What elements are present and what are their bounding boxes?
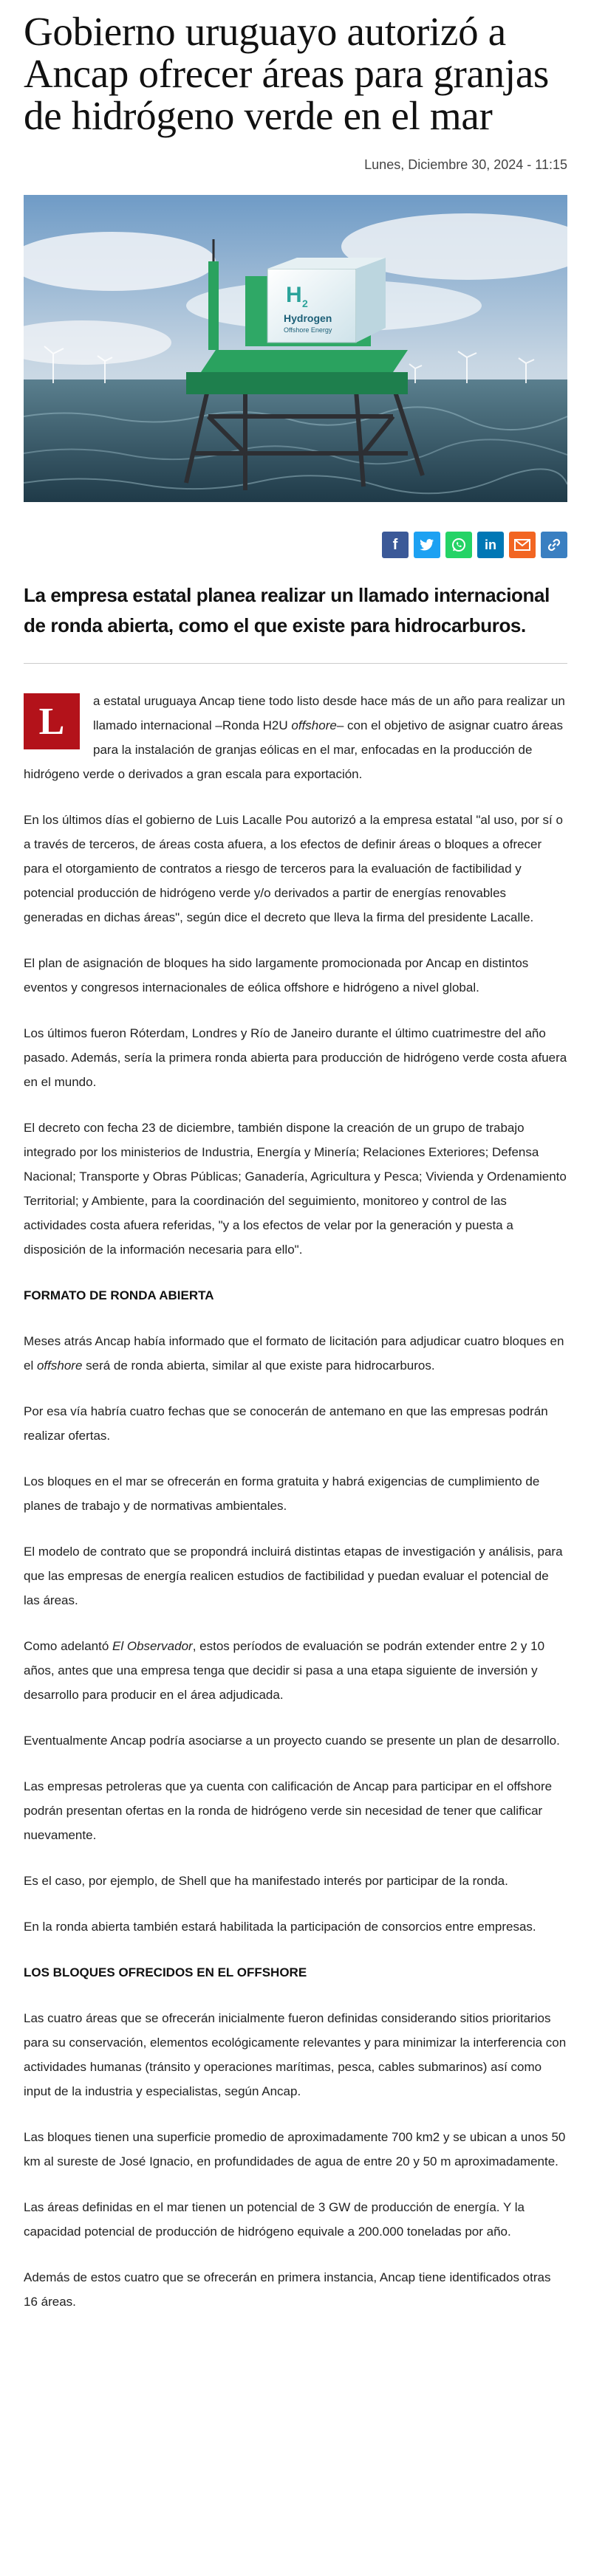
paragraph: El decreto con fecha 23 de diciembre, también dispone la creación de un grupo de trabajo integrado por los ministerios de Industria, Energía y Minería; Relaciones Exteriores; Defensa Nacional; Transporte y Obras Públicas; Ganadería, Agricultura y Pesca; Vivienda y Ordenamiento Territorial; y Ambiente, para la coordinación del seguimiento, monitoreo y control de las actividades costa afuera referidas, "y a los efectos de velar por la generación y puesta a disposición de la información necesaria para ello". — [24, 1121, 567, 1257]
h2-logo: H — [286, 283, 302, 307]
paragraph: Los últimos fueron Róterdam, Londres y Río de Janeiro durante el último cuatrimestre del año pasado. Además, sería la primera ronda abierta para producción de hidrógeno verde costa afuera en el mundo. — [24, 1026, 567, 1089]
paragraph: En los últimos días el gobierno de Luis Lacalle Pou autorizó a la empresa estatal "al uso, por sí o a través de terceros, de áreas costa afuera, a los efectos de definir áreas o bloques a ofrecer para el otorgamiento de contratos a riesgo de terceros para la evaluación de factibilidad y potencial producción de hidrógeno verde y/o derivados a partir de energías renovables generadas en dichas áreas", según dice el decreto que lleva la firma del presidente Lacalle. — [24, 813, 563, 924]
share-bar — [24, 532, 567, 558]
paragraph: El plan de asignación de bloques ha sido largamente promocionada por Ancap en distintos eventos y congresos internacionales de eólica offshore e hidrógeno a nivel global. — [24, 956, 529, 995]
paragraph: Las bloques tienen una superficie promedio de aproximadamente 700 km2 y se ubican a unos 50 km al sureste de José Ignacio, en profundidades de agua de entre 20 y 50 m aproximadamente. — [24, 2130, 566, 2168]
paragraph: Las áreas definidas en el mar tienen un potencial de 3 GW de producción de energía. Y la capacidad potencial de producción de hidrógeno equivale a 200.000 toneladas por año. — [24, 2200, 525, 2239]
dropcap: L — [24, 693, 80, 749]
paragraph: Las cuatro áreas que se ofrecerán inicialmente fueron definidas considerando sitios prioritarios para su conservación, elementos ecológicamente relevantes y para minimizar la interferencia con actividades humanas (tránsito y operaciones marítimas, pesca, cables submarinos) así como input de la industria y especialistas, según Ancap. — [24, 2011, 567, 2098]
divider — [24, 663, 567, 664]
paragraph: El modelo de contrato que se propondrá incluirá distintas etapas de investigación y análisis, para que las empresas de energía realicen estudios de factibilidad y puedan evaluar el potencial de las áreas. — [24, 1545, 563, 1607]
svg-text:Offshore Energy: Offshore Energy — [284, 326, 332, 334]
hero-image — [24, 195, 567, 502]
offshore-platform-illustration — [24, 195, 567, 502]
paragraph: Eventualmente Ancap podría asociarse a un proyecto cuando se presente un plan de desarrollo. — [24, 1734, 560, 1748]
svg-text:Hydrogen: Hydrogen — [284, 312, 332, 324]
paragraph: a estatal uruguaya Ancap tiene todo listo desde hace más de un año para realizar un llamado internacional –Ronda H2U offshore– con el objetivo de asignar cuatro áreas para la instalación de granjas eólicas en el mar, enfocadas en la producción de hidrógeno verde o derivados a gran escala para exportación. — [24, 694, 565, 781]
email-icon[interactable] — [509, 532, 536, 558]
svg-text:2: 2 — [302, 298, 308, 309]
link-icon[interactable] — [541, 532, 567, 558]
paragraph: Además de estos cuatro que se ofrecerán en primera instancia, Ancap tiene identificados otras 16 áreas. — [24, 2270, 551, 2309]
paragraph: Meses atrás Ancap había informado que el formato de licitación para adjudicar cuatro bloques en el offshore será de ronda abierta, similar al que existe para hidrocarburos. — [24, 1334, 564, 1373]
article-date: Lunes, Diciembre 30, 2024 - 11:15 — [364, 157, 567, 172]
section-heading: LOS BLOQUES OFRECIDOS EN EL OFFSHORE — [24, 1965, 307, 1979]
paragraph: Es el caso, por ejemplo, de Shell que ha manifestado interés por participar de la ronda. — [24, 1874, 508, 1888]
twitter-icon[interactable] — [414, 532, 440, 558]
article-title: Gobierno uruguayo autorizó a Ancap ofrecer áreas para granjas de hidrógeno verde en el mar — [24, 9, 550, 138]
linkedin-icon[interactable]: in — [477, 532, 504, 558]
paragraph: Por esa vía habría cuatro fechas que se conocerán de antemano en que las empresas podrán realizar ofertas. — [24, 1404, 548, 1443]
whatsapp-icon[interactable] — [445, 532, 472, 558]
section-heading: FORMATO DE RONDA ABIERTA — [24, 1288, 214, 1302]
article-lead: La empresa estatal planea realizar un llamado internacional de ronda abierta, como el que existe para hidrocarburos. — [24, 584, 550, 636]
article-body — [24, 689, 567, 2314]
paragraph: En la ronda abierta también estará habilitada la participación de consorcios entre empresas. — [24, 1920, 536, 1934]
paragraph: Como adelantó El Observador, estos períodos de evaluación se podrán extender entre 2 y 10 años, antes que una empresa tenga que decidir si pasa a una etapa siguiente de inversión y desarrollo para producir en el área adjudicada. — [24, 1639, 545, 1702]
paragraph: Las empresas petroleras que ya cuenta con calificación de Ancap para participar en el offshore podrán presentan ofertas en la ronda de hidrógeno verde sin necesidad de tener que calificar nuevamente. — [24, 1779, 553, 1842]
paragraph: Los bloques en el mar se ofrecerán en forma gratuita y habrá exigencias de cumplimiento de planes de trabajo y de normativas ambientales. — [24, 1474, 540, 1513]
facebook-icon[interactable]: f — [382, 532, 409, 558]
